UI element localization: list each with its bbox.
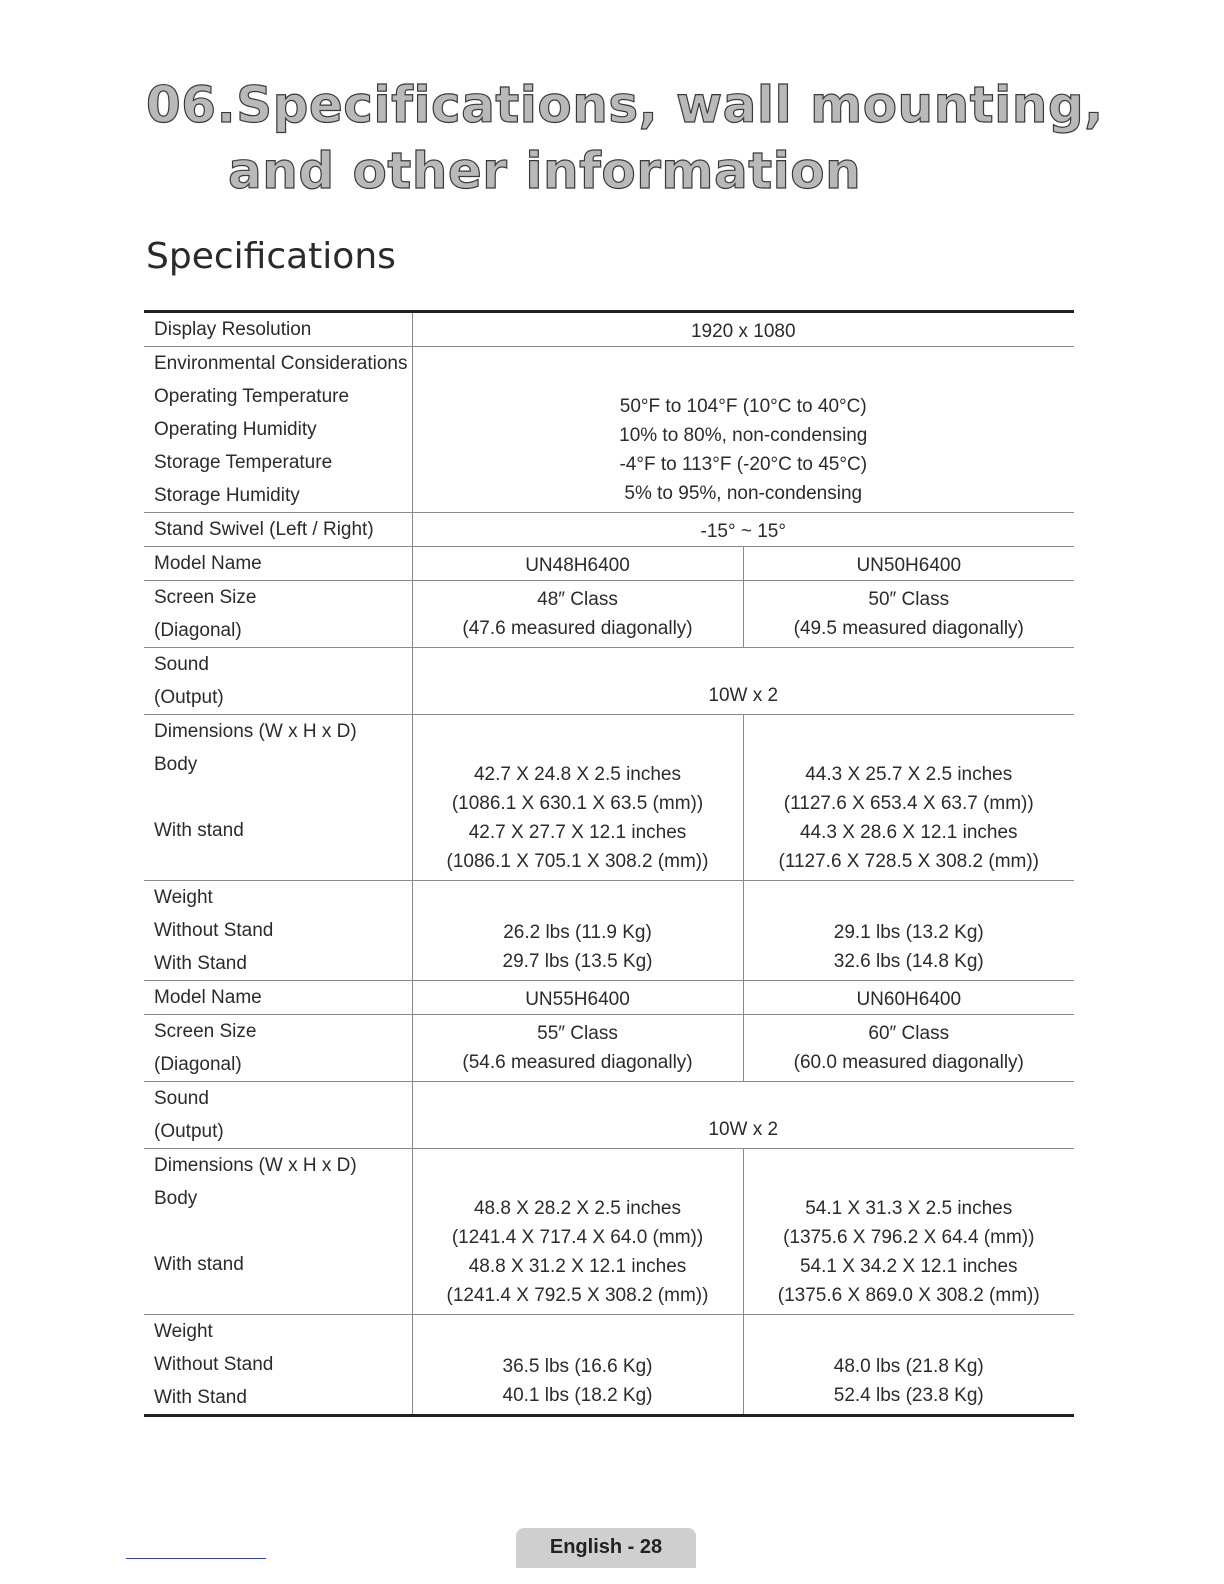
sound-label: Sound — [154, 654, 209, 675]
dimensions-cell — [412, 715, 743, 881]
row-value — [412, 513, 1074, 547]
screen-measured: (49.5 measured diagonally) — [793, 618, 1024, 639]
weight-cell — [412, 881, 743, 981]
page-number: English - 28 — [516, 1528, 696, 1568]
stand-inches: 48.8 X 31.2 X 12.1 inches — [468, 1256, 687, 1277]
diagonal-label: (Diagonal) — [154, 1054, 242, 1075]
weight-without-stand: 29.1 lbs (13.2 Kg) — [833, 922, 984, 943]
model-name: UN55H6400 — [525, 989, 630, 1010]
row-label — [144, 513, 412, 547]
screen-size-cell — [412, 581, 743, 648]
table-row — [144, 513, 1074, 547]
model-name-cell — [743, 981, 1074, 1015]
storage-humidity-label: Storage Humidity — [154, 485, 300, 506]
with-stand-label: With stand — [154, 820, 244, 841]
section-heading: Specifications — [146, 236, 396, 277]
row-label — [144, 347, 412, 513]
stand-mm: (1241.4 X 792.5 X 308.2 (mm)) — [446, 1285, 709, 1306]
weight-with-stand: 52.4 lbs (23.8 Kg) — [833, 1385, 984, 1406]
operating-temperature-label: Operating Temperature — [154, 386, 350, 407]
weight-cell — [412, 1315, 743, 1416]
table-row — [144, 981, 1074, 1015]
row-label — [144, 312, 412, 347]
sound-output-value: 10W x 2 — [708, 685, 779, 706]
table-row — [144, 581, 1074, 648]
model-name-label: Model Name — [154, 987, 262, 1008]
model-name-cell — [412, 547, 743, 581]
stand-swivel-label: Stand Swivel (Left / Right) — [154, 519, 374, 540]
sound-output-value: 10W x 2 — [708, 1119, 779, 1140]
stand-mm: (1127.6 X 728.5 X 308.2 (mm)) — [778, 851, 1039, 872]
body-label: Body — [154, 1188, 198, 1209]
table-row — [144, 1015, 1074, 1082]
operating-humidity-label: Operating Humidity — [154, 419, 317, 440]
row-value — [412, 347, 1074, 513]
sound-label: Sound — [154, 1088, 209, 1109]
table-row — [144, 347, 1074, 513]
weight-with-stand: 40.1 lbs (18.2 Kg) — [502, 1385, 653, 1406]
stand-inches: 42.7 X 27.7 X 12.1 inches — [468, 822, 687, 843]
screen-measured: (60.0 measured diagonally) — [793, 1052, 1024, 1073]
row-label — [144, 1015, 412, 1082]
display-resolution-value: 1920 x 1080 — [690, 321, 796, 342]
storage-humidity-value: 5% to 95%, non-condensing — [624, 483, 863, 504]
table-row — [144, 312, 1074, 347]
body-mm: (1086.1 X 630.1 X 63.5 (mm)) — [451, 793, 704, 814]
body-inches: 42.7 X 24.8 X 2.5 inches — [473, 764, 682, 785]
screen-class: 48″ Class — [537, 589, 618, 610]
table-row — [144, 648, 1074, 715]
weight-with-stand: 32.6 lbs (14.8 Kg) — [833, 951, 984, 972]
stand-swivel-value: -15° ~ 15° — [700, 521, 786, 542]
with-stand-weight-label: With Stand — [154, 1387, 247, 1408]
dimensions-cell — [412, 1149, 743, 1315]
body-inches: 44.3 X 25.7 X 2.5 inches — [805, 764, 1013, 785]
screen-measured: (47.6 measured diagonally) — [462, 618, 693, 639]
table-row — [144, 547, 1074, 581]
operating-temperature-value: 50°F to 104°F (10°C to 40°C) — [619, 396, 867, 417]
screen-size-cell — [412, 1015, 743, 1082]
screen-size-label: Screen Size — [154, 587, 257, 608]
output-label: (Output) — [154, 687, 224, 708]
dimensions-label: Dimensions (W x H x D) — [154, 1155, 357, 1176]
specifications-table — [144, 310, 1074, 1417]
storage-temperature-label: Storage Temperature — [154, 452, 333, 473]
dimensions-cell — [743, 1149, 1074, 1315]
weight-label: Weight — [154, 1321, 213, 1342]
page-title — [146, 72, 1104, 204]
environment-label: Environmental Considerations — [154, 353, 408, 374]
body-mm: (1127.6 X 653.4 X 63.7 (mm)) — [783, 793, 1034, 814]
model-name-cell — [412, 981, 743, 1015]
display-resolution-label: Display Resolution — [154, 319, 312, 340]
without-stand-label: Without Stand — [154, 920, 274, 941]
model-name: UN60H6400 — [856, 989, 962, 1010]
stand-inches: 44.3 X 28.6 X 12.1 inches — [799, 822, 1018, 843]
dimensions-label: Dimensions (W x H x D) — [154, 721, 357, 742]
row-label — [144, 881, 412, 981]
body-inches: 54.1 X 31.3 X 2.5 inches — [805, 1198, 1013, 1219]
without-stand-label: Without Stand — [154, 1354, 274, 1375]
screen-class: 60″ Class — [868, 1023, 950, 1044]
screen-size-label: Screen Size — [154, 1021, 257, 1042]
body-mm: (1241.4 X 717.4 X 64.0 (mm)) — [451, 1227, 704, 1248]
model-name-cell — [743, 547, 1074, 581]
operating-humidity-value: 10% to 80%, non-condensing — [619, 425, 868, 446]
row-value — [412, 1082, 1074, 1149]
storage-temperature-value: -4°F to 113°F (-20°C to 45°C) — [619, 454, 868, 475]
table-row — [144, 881, 1074, 981]
screen-size-cell — [743, 581, 1074, 648]
row-label — [144, 1315, 412, 1416]
model-name: UN48H6400 — [525, 555, 630, 576]
with-stand-weight-label: With Stand — [154, 953, 247, 974]
row-label — [144, 648, 412, 715]
stand-mm: (1375.6 X 869.0 X 308.2 (mm)) — [777, 1285, 1040, 1306]
row-label — [144, 981, 412, 1015]
row-label — [144, 547, 412, 581]
page-title-line-2: and other information — [228, 142, 862, 200]
row-label — [144, 715, 412, 881]
footnote-divider — [126, 1558, 266, 1559]
body-mm: (1375.6 X 796.2 X 64.4 (mm)) — [783, 1227, 1035, 1248]
table-row — [144, 1149, 1074, 1315]
weight-cell — [743, 1315, 1074, 1416]
stand-mm: (1086.1 X 705.1 X 308.2 (mm)) — [446, 851, 709, 872]
table-row — [144, 715, 1074, 881]
screen-size-cell — [743, 1015, 1074, 1082]
with-stand-label: With stand — [154, 1254, 244, 1275]
table-row — [144, 1082, 1074, 1149]
dimensions-cell — [743, 715, 1074, 881]
weight-label: Weight — [154, 887, 213, 908]
table-row — [144, 1315, 1074, 1416]
row-value — [412, 648, 1074, 715]
output-label: (Output) — [154, 1121, 224, 1142]
weight-without-stand: 48.0 lbs (21.8 Kg) — [833, 1356, 984, 1377]
body-label: Body — [154, 754, 198, 775]
weight-with-stand: 29.7 lbs (13.5 Kg) — [502, 951, 653, 972]
weight-without-stand: 26.2 lbs (11.9 Kg) — [503, 922, 652, 943]
weight-cell — [743, 881, 1074, 981]
page-title-line-1: 06.Specifications, wall mounting, — [146, 76, 1104, 134]
row-label — [144, 581, 412, 648]
screen-class: 50″ Class — [868, 589, 950, 610]
screen-class: 55″ Class — [537, 1023, 618, 1044]
weight-without-stand: 36.5 lbs (16.6 Kg) — [502, 1356, 653, 1377]
row-value — [412, 312, 1074, 347]
model-name: UN50H6400 — [856, 555, 962, 576]
row-label — [144, 1082, 412, 1149]
stand-inches: 54.1 X 34.2 X 12.1 inches — [799, 1256, 1018, 1277]
diagonal-label: (Diagonal) — [154, 620, 242, 641]
row-label — [144, 1149, 412, 1315]
screen-measured: (54.6 measured diagonally) — [462, 1052, 693, 1073]
body-inches: 48.8 X 28.2 X 2.5 inches — [473, 1198, 682, 1219]
model-name-label: Model Name — [154, 553, 262, 574]
